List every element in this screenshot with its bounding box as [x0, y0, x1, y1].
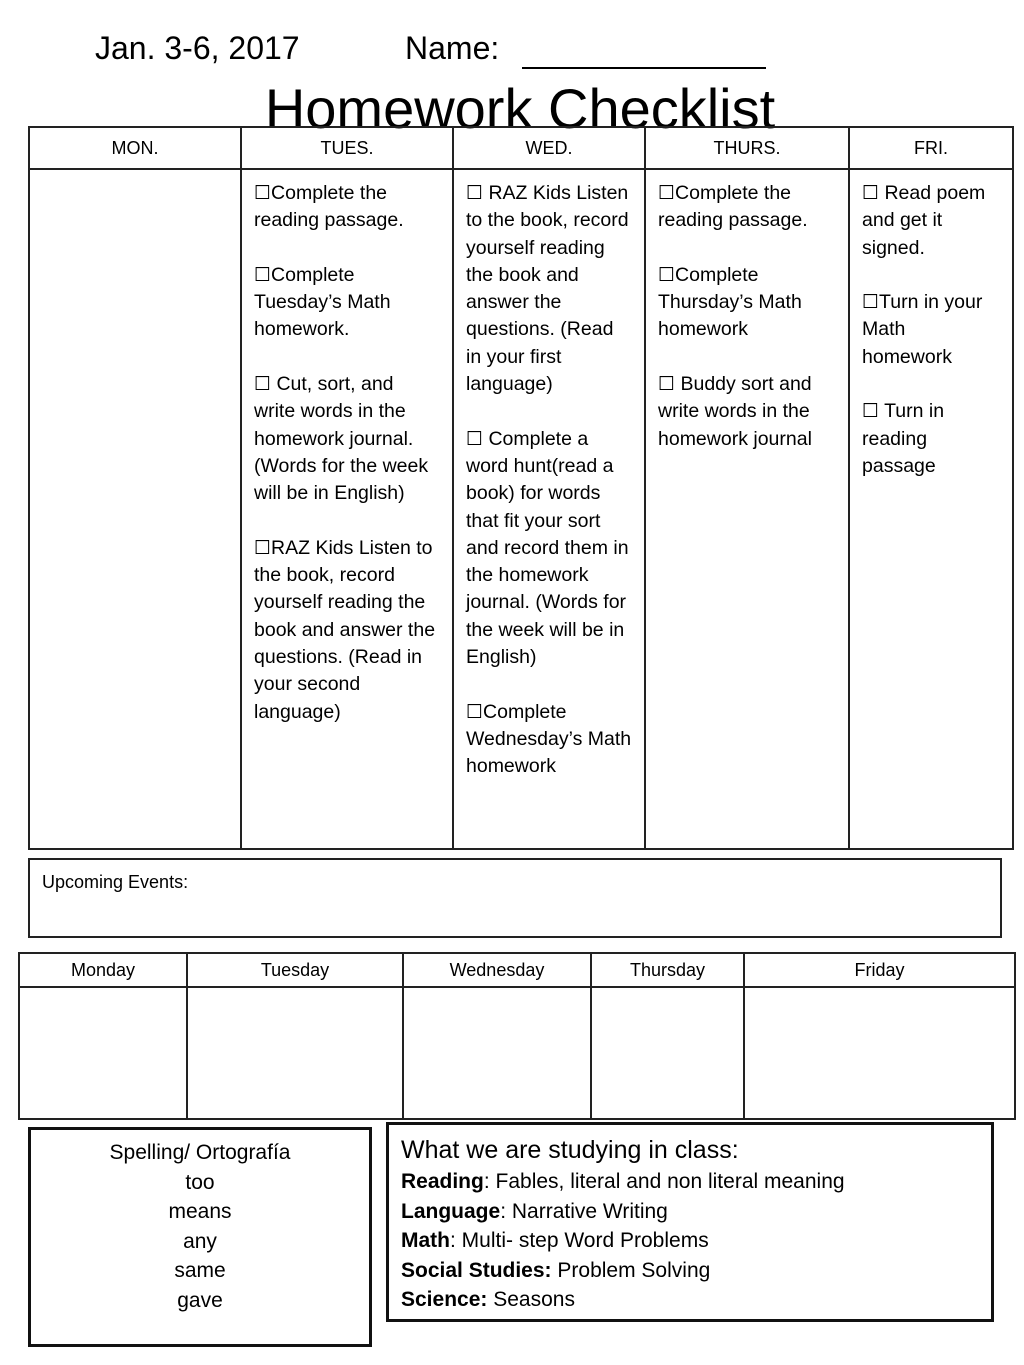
task-label: Cut, sort, and write words in the homework journal. (Words for the week will be in English): [254, 373, 429, 505]
checklist-task[interactable]: [254, 371, 440, 507]
week-cell-monday[interactable]: [19, 987, 187, 1119]
upcoming-events-box: [28, 858, 1002, 938]
checkbox-icon[interactable]: ☐: [862, 401, 880, 423]
task-label: Turn in reading passage: [862, 400, 945, 477]
studying-title: What we are studying in class:: [401, 1136, 739, 1164]
week-header-thursday: Thursday: [591, 953, 744, 987]
week-cell-friday[interactable]: [744, 987, 1015, 1119]
upcoming-events-label: Upcoming Events:: [42, 872, 189, 892]
subject-line-math: [401, 1226, 979, 1256]
week-header-wednesday: Wednesday: [403, 953, 591, 987]
subject-line-reading: [401, 1167, 979, 1197]
checklist-task[interactable]: [254, 262, 440, 344]
subject-label: Social Studies:: [401, 1258, 552, 1282]
subject-separator: :: [450, 1229, 462, 1253]
checklist-task[interactable]: [466, 180, 632, 398]
homework-checklist-table: [28, 126, 1014, 850]
checkbox-icon[interactable]: ☐: [862, 183, 880, 204]
checklist-task[interactable]: [862, 289, 1000, 371]
subject-line-language: [401, 1197, 979, 1227]
task-label: Complete a word hunt(read a book) for words that fit your sort and record them in the homework journal. (Words for the week will be in English): [466, 427, 629, 669]
checkbox-icon[interactable]: ☐: [254, 537, 272, 559]
week-cell-thursday[interactable]: [591, 987, 744, 1119]
tasks-mon: [29, 169, 241, 849]
task-label: Read poem and get it signed.: [862, 182, 986, 259]
day-header-wed: WED.: [453, 127, 645, 169]
task-label: Complete Wednesday’s Math homework: [466, 700, 632, 778]
subject-label: Science:: [401, 1288, 488, 1312]
spelling-word: gave: [177, 1288, 223, 1312]
task-label: RAZ Kids Listen to the book, record yourself reading the book and answer the questions. (Read in your first language): [466, 182, 629, 396]
checklist-task-row: [29, 169, 1013, 849]
checkbox-icon[interactable]: ☐: [466, 428, 484, 450]
subject-value: Problem Solving: [557, 1258, 711, 1282]
checkbox-icon[interactable]: ☐: [466, 701, 484, 723]
task-label: RAZ Kids Listen to the book, record yourself reading the book and answer the questions. (Read in your second language): [254, 536, 436, 723]
day-header-fri: FRI.: [849, 127, 1013, 169]
subject-value: Seasons: [493, 1288, 575, 1312]
checkbox-icon[interactable]: ☐: [658, 374, 676, 396]
checklist-task[interactable]: [658, 262, 836, 344]
checkbox-icon[interactable]: ☐: [254, 374, 272, 396]
spelling-word: means: [168, 1200, 232, 1224]
week-cell-tuesday[interactable]: [187, 987, 403, 1119]
subject-value: Narrative Writing: [511, 1199, 668, 1223]
task-label: Complete Thursday’s Math homework: [658, 263, 802, 341]
week-header-tuesday: Tuesday: [187, 953, 403, 987]
day-header-mon: MON.: [29, 127, 241, 169]
date-label: Jan. 3-6, 2017: [95, 30, 300, 66]
week-cell-wednesday[interactable]: [403, 987, 591, 1119]
week-header-row: [19, 953, 1015, 987]
day-header-tues: TUES.: [241, 127, 453, 169]
checklist-task[interactable]: [658, 180, 836, 235]
subject-separator: :: [500, 1199, 512, 1223]
page-title: Homework Checklist: [264, 77, 776, 140]
task-label: Complete Tuesday’s Math homework.: [254, 263, 391, 341]
spelling-box: [28, 1127, 372, 1347]
subject-line-science: [401, 1285, 979, 1315]
spelling-word: any: [183, 1229, 217, 1253]
week-header-friday: Friday: [744, 953, 1015, 987]
spelling-title: Spelling/ Ortografía: [109, 1141, 291, 1164]
tasks-thurs: [645, 169, 849, 849]
subject-line-social-studies: [401, 1256, 979, 1286]
task-label: Complete the reading passage.: [658, 182, 808, 232]
checklist-task[interactable]: [466, 699, 632, 781]
task-label: Complete the reading passage.: [254, 182, 404, 232]
checklist-task[interactable]: [254, 535, 440, 726]
tasks-wed: [453, 169, 645, 849]
spelling-word: same: [174, 1259, 226, 1283]
checklist-task[interactable]: [862, 398, 1000, 480]
subject-value: Fables, literal and non literal meaning: [495, 1170, 845, 1193]
tasks-fri: [849, 169, 1013, 849]
subject-separator: :: [483, 1170, 496, 1193]
checkbox-icon[interactable]: ☐: [862, 292, 880, 314]
subject-label: Math: [401, 1229, 450, 1253]
task-label: Turn in your Math homework: [862, 291, 983, 368]
subject-value: Multi- step Word Problems: [461, 1229, 709, 1253]
week-notes-table: [18, 952, 1016, 1120]
checkbox-icon[interactable]: ☐: [254, 183, 272, 204]
subject-label: Language: [401, 1199, 501, 1223]
week-header-monday: Monday: [19, 953, 187, 987]
day-header-thurs: THURS.: [645, 127, 849, 169]
checkbox-icon[interactable]: ☐: [658, 264, 676, 286]
checklist-header-row: [29, 127, 1013, 169]
name-label: Name:: [405, 30, 500, 66]
week-notes-row: [19, 987, 1015, 1119]
checklist-task[interactable]: [466, 426, 632, 672]
name-blank-line[interactable]: [522, 67, 766, 69]
checkbox-icon[interactable]: ☐: [466, 183, 484, 204]
spelling-word: too: [185, 1170, 215, 1194]
studying-in-class-box: [386, 1122, 994, 1322]
checkbox-icon[interactable]: ☐: [658, 183, 676, 204]
checklist-task[interactable]: [862, 180, 1000, 262]
checklist-task[interactable]: [658, 371, 836, 453]
checkbox-icon[interactable]: ☐: [254, 264, 272, 286]
task-label: Buddy sort and write words in the homework journal: [658, 373, 812, 450]
tasks-tues: [241, 169, 453, 849]
checklist-task[interactable]: [254, 180, 440, 235]
subject-label: Reading: [401, 1170, 484, 1193]
